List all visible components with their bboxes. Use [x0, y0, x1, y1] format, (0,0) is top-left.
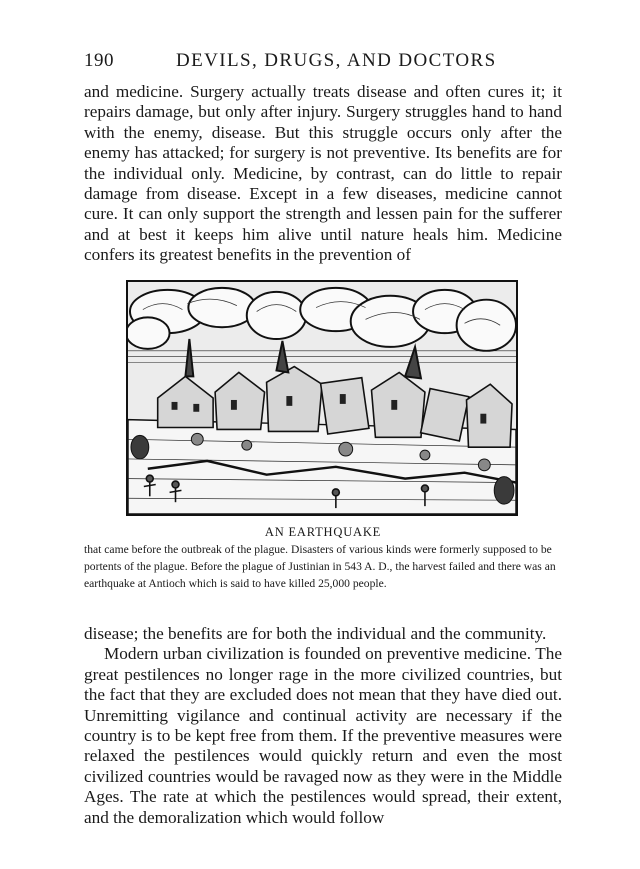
page-number: 190	[84, 50, 114, 71]
body-text-bottom	[84, 624, 562, 834]
body-text-top	[84, 82, 562, 265]
paragraph: Modern urban civilization is founded on preventive medicine. The great pestilences no longer rage in the more civilized countries, but the fact that they are excluded does not mean that they have died out. Unremitting vigilance and continual activity are necessary if the country is to be kept free from them. If the preventive measures were relaxed the pestilences would quickly return and even the most civilized countries would be ravaged now as they were in the Middle Ages. The rate at which the pestilences would spread, their extent, and the demoralization which would follow	[84, 644, 562, 827]
running-title: DEVILS, DRUGS, AND DOCTORS	[176, 50, 497, 71]
page-header	[84, 50, 564, 74]
figure-caption: that came before the outbreak of the plague. Disasters of various kinds were formerly supposed to be portents of the plague. Before the plague of Justinian in 543 A. D., the harvest failed and there was an earthquake at Antioch which is said to have killed 25,000 people.	[84, 543, 556, 590]
paragraph: and medicine. Surgery actually treats disease and often cures it; it repairs damage, but only after injury. Surgery struggles hand to hand with the enemy, disease. But this struggle occurs only after the enemy has attacked; for surgery is not preventive. Its benefits are for the individual only. Medicine, by contrast, can do little to repair damage from disease. Except in a few diseases, medicine cannot cure. It can only support the strength and lessen pain for the sufferer and at best it keeps him alive until nature heals him. Medicine confers its greatest benefits in the prevention of	[84, 82, 562, 265]
earthquake-woodcut-illustration	[126, 280, 518, 516]
paragraph: disease; the benefits are for both the individual and the community.	[84, 624, 547, 643]
figure-title: AN EARTHQUAKE	[264, 525, 382, 539]
